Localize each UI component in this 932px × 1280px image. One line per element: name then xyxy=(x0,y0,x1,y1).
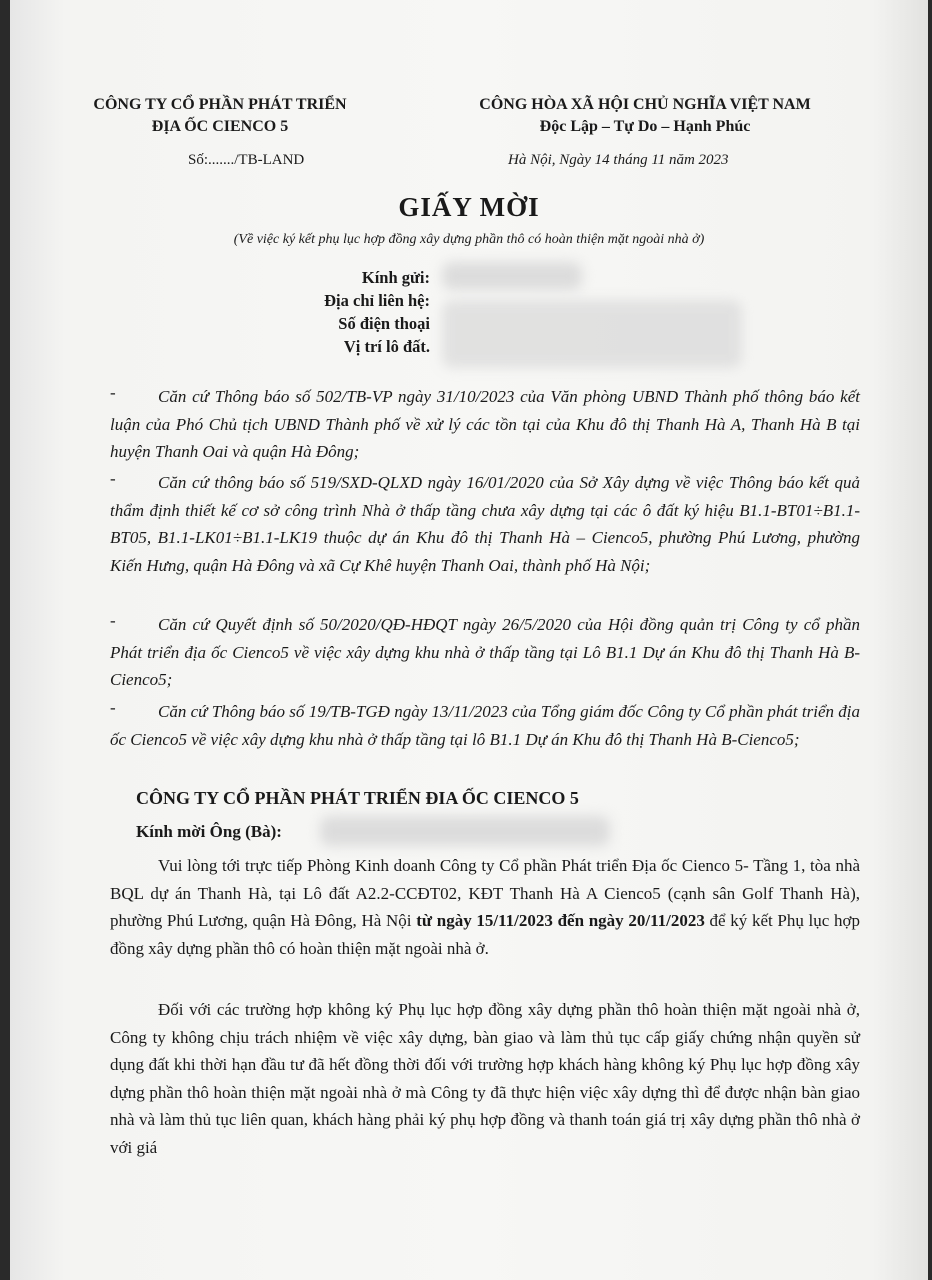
invite-line: Kính mời Ông (Bà): xyxy=(136,822,282,841)
national-header xyxy=(440,94,850,138)
company-name-line2: ĐỊA ỐC CIENCO 5 xyxy=(151,118,289,135)
document-date: Hà Nội, Ngày 14 tháng 11 năm 2023 xyxy=(508,152,729,168)
base-3-dash: - xyxy=(110,611,116,630)
body-paragraph-2: Đối với các trường hợp không ký Phụ lục hợp đồng xây dựng phần thô hoàn thiện mặt ngoài nhà ở, Công ty không chịu trách nhiệm về việc xây dựng, bàn giao và làm thủ tục cấp giấy chứng nhận quyền sử dụng đất khi thời hạn đầu tư đã hết đồng thời đối với trường hợp khách hàng không ký Phụ lục hợp đồng xây dựng phần thô hoàn thiện mặt ngoài nhà ở mà Công ty đã thực hiện việc xây dựng thì để được nhận bàn giao nhà và làm thủ tục liên quan, khách hàng phải ký phụ hợp đồng và thanh toán giá trị xây dựng phần thô nhà ở với giá xyxy=(110,1000,860,1157)
body-paragraph-1-part1: Vui lòng tới trực tiếp Phòng Kinh doanh Công ty Cổ phần Phát triển Địa ốc Cienco 5- Tầng 1, tòa nhà BQL dự án Thanh Hà, tại Lô đất A2.2-CCĐT02, KĐT Thanh Hà A Cienco5 (cạnh sân Golf Thanh Hà), phường Phú Lương, quận Hà Đông, Hà Nội xyxy=(110,856,860,931)
company-heading: CÔNG TY CỔ PHẦN PHÁT TRIỂN ĐIA ỐC CIENCO 5 xyxy=(136,788,579,808)
redacted-recipient-details xyxy=(442,300,742,368)
base-1-text: Căn cứ Thông báo số 502/TB-VP ngày 31/10/2023 của Văn phòng UBND Thành phố thông báo kết luận của Phó Chủ tịch UBND Thành phố về xử lý các tồn tại của Khu đô thị Thanh Hà A, Thanh Hà B tại huyện Thanh Oai và quận Hà Đông; xyxy=(110,387,860,462)
recipient-labels xyxy=(250,266,430,358)
base-1-dash: - xyxy=(110,383,116,402)
body-paragraph-1-dates: từ ngày 15/11/2023 đến ngày 20/11/2023 xyxy=(416,911,705,931)
redacted-recipient-name xyxy=(442,262,582,290)
company-name-line1: CÔNG TY CỔ PHẦN PHÁT TRIỂN xyxy=(93,96,347,113)
body-paragraph-1-part2: để ký kết Phụ lục hợp đồng xây dựng phần thô có hoàn thiện mặt ngoài nhà ở. xyxy=(110,911,860,958)
document-subtitle: (Về việc ký kết phụ lục hợp đồng xây dựng phần thô có hoàn thiện mặt ngoài nhà ở) xyxy=(233,232,705,247)
base-4-text: Căn cứ Thông báo số 19/TB-TGĐ ngày 13/11/2023 của Tổng giám đốc Công ty Cổ phần phát triển địa ốc Cienco5 về việc xây dựng khu nhà ở thấp tầng tại lô B1.1 Dự án Khu đô thị Thanh Hà B-Cienco5; xyxy=(110,702,860,749)
nation-motto: Độc Lập – Tự Do – Hạnh Phúc xyxy=(539,118,751,135)
recipient-lot-label: Vị trí lô đất. xyxy=(343,337,430,356)
recipient-to-label: Kính gửi: xyxy=(361,268,430,287)
company-header xyxy=(70,94,370,138)
document-title: GIẤY MỜI xyxy=(398,192,540,222)
body-paragraph-1 xyxy=(110,852,860,962)
base-4-dash: - xyxy=(110,698,116,717)
nation-name: CÔNG HÒA XÃ HỘI CHỦ NGHĨA VIỆT NAM xyxy=(479,96,811,113)
base-2-dash: - xyxy=(110,469,116,488)
base-2-text: Căn cứ thông báo số 519/SXD-QLXD ngày 16/01/2020 của Sở Xây dựng về việc Thông báo kết quả thẩm định thiết kế cơ sở công trình Nhà ở thấp tầng chưa xây dựng tại các ô đất ký hiệu B1.1-BT01÷B1.1-BT05, B1.1-LK01÷B1.1-LK19 thuộc dự án Khu đô thị Thanh Hà – Cienco5, phường Phú Lương, phường Kiến Hưng, quận Hà Đông và xã Cự Khê huyện Thanh Oai, thành phố Hà Nội; xyxy=(110,473,860,575)
base-3-text: Căn cứ Quyết định số 50/2020/QĐ-HĐQT ngày 26/5/2020 của Hội đồng quản trị Công ty cổ phần Phát triển địa ốc Cienco5 về việc xây dựng khu nhà ở thấp tầng tại Lô B1.1 Dự án Khu đô thị Thanh Hà B- Cienco5; xyxy=(110,615,860,690)
recipient-phone-label: Số điện thoại xyxy=(338,314,430,333)
recipient-address-label: Địa chỉ liên hệ: xyxy=(324,291,430,310)
document-number: Số:......./TB-LAND xyxy=(188,152,305,168)
redacted-invitee-name xyxy=(320,816,610,846)
document-page xyxy=(10,0,928,1280)
